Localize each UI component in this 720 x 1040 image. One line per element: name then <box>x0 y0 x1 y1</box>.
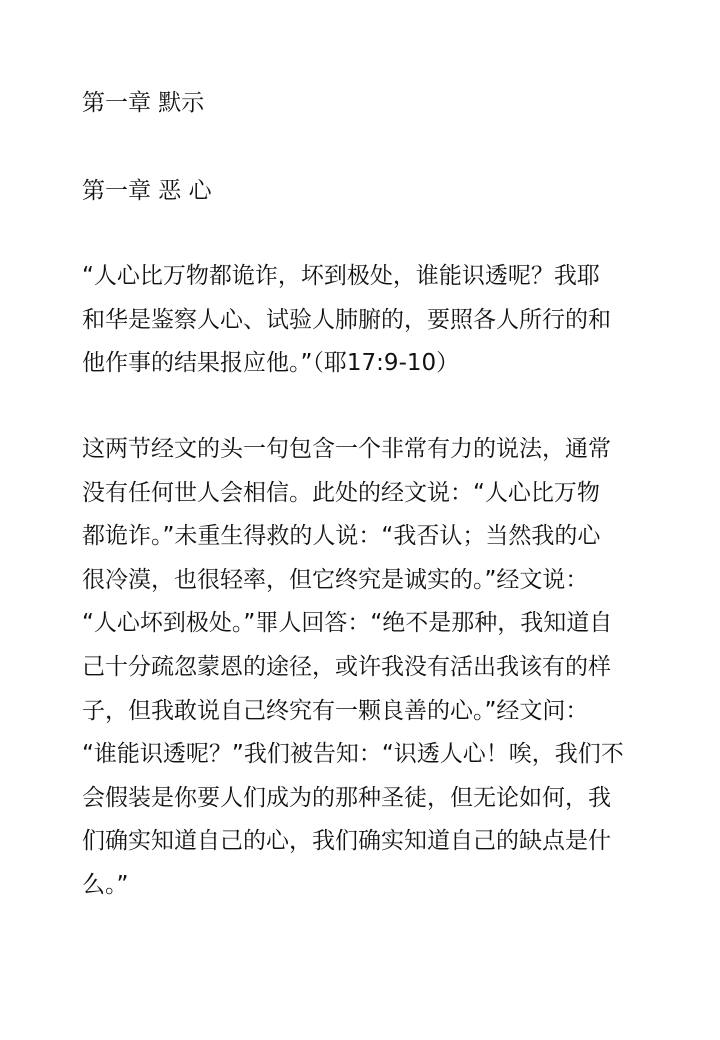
chapter-title: 第一章 默示 <box>82 90 205 116</box>
text-line: 他作事的结果报应他。”（耶17:9-10） <box>82 350 460 377</box>
chapter-subtitle: 第一章 恶 心 <box>82 178 212 204</box>
text-line: 己十分疏忽蒙恩的途径，或许我没有活出我该有的样 <box>82 653 611 680</box>
text-line: “谁能识透呢？”我们被告知：“识透人心！唉，我们不 <box>82 741 624 768</box>
text-line: “人心比万物都诡诈，坏到极处，谁能识透呢？我耶 <box>82 263 600 289</box>
text-line: 会假装是你要人们成为的那种圣徒，但无论如何，我 <box>82 784 611 811</box>
text-line: 这两节经文的头一句包含一个非常有力的说法，通常 <box>82 436 611 462</box>
text-line: 们确实知道自己的心，我们确实知道自己的缺点是什 <box>82 828 611 855</box>
text-line: 么。” <box>82 871 129 898</box>
body-paragraph <box>82 428 642 908</box>
text-line: 和华是鉴察人心、试验人肺腑的，要照各人所行的和 <box>82 306 611 333</box>
text-line: 子，但我敢说自己终究有一颗良善的心。”经文问： <box>82 697 589 724</box>
text-line: 没有任何世人会相信。此处的经文说：“人心比万物 <box>82 479 600 506</box>
scripture-quote-paragraph <box>82 255 642 386</box>
text-line: 都诡诈。”未重生得救的人说：“我否认；当然我的心 <box>82 523 601 550</box>
text-line: 很冷漠，也很轻率，但它终究是诚实的。”经文说： <box>82 566 589 593</box>
text-line: “人心坏到极处。”罪人回答：“绝不是那种，我知道自 <box>82 610 613 637</box>
